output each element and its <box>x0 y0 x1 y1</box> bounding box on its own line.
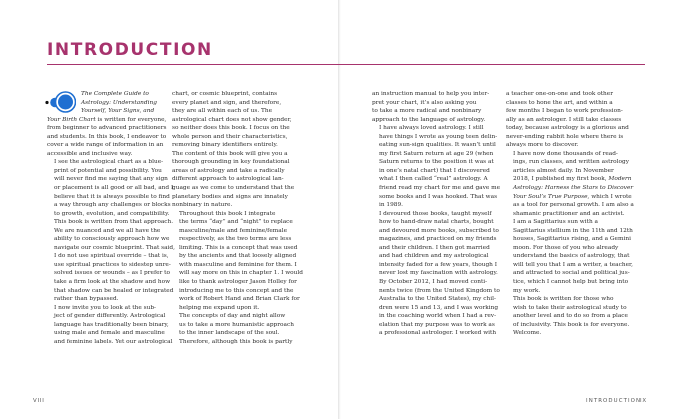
text-line: I see the astrological chart as a blue- <box>54 159 164 166</box>
text-line: By October 2012, I had moved conti- <box>379 279 488 286</box>
text-line: 2018, I published my first book, Modern <box>513 176 632 183</box>
text-line: I devoured those books, taught myself <box>379 210 492 217</box>
text-line: to growth, evolution, and compatibility. <box>54 210 170 217</box>
text-line: accessible and inclusive way. <box>47 150 133 157</box>
text-line: like to thank astrologer Jason Holley for <box>179 279 297 286</box>
paragraph <box>372 124 501 209</box>
text-line: ject of gender differently. Astrological <box>54 313 166 320</box>
paragraph <box>372 90 496 124</box>
text-column-3 <box>372 90 501 338</box>
text-line: I have now done thousands of read- <box>513 150 618 157</box>
page-number-left: VIII <box>33 398 45 404</box>
text-line: my first Saturn return at age 29 (when <box>379 150 494 157</box>
text-line: The content of this book will give you a <box>172 150 288 157</box>
text-line: and feminine labels. Yet our astrological <box>54 338 173 345</box>
paragraph <box>372 278 500 338</box>
text-column-2 <box>172 90 303 346</box>
paragraph <box>47 304 173 347</box>
text-line: never lost my fascination with astrology. <box>379 270 498 277</box>
text-line: what I then called “real” astrology. A <box>379 176 488 183</box>
text-line: We are nuanced and we all have the <box>54 227 161 234</box>
paragraph <box>47 158 175 303</box>
paragraph <box>372 210 499 278</box>
text-line: or placement is all good or all bad, and I <box>54 185 174 192</box>
text-line: use spiritual practices to sidestep unre- <box>54 261 171 268</box>
text-line: how to hand-draw natal charts, bought <box>379 219 494 226</box>
text-line: will tell you that I am a writer, a teacher, <box>513 261 634 268</box>
text-line: This book is written from that approach. <box>54 219 174 226</box>
text-line: of inclusivity. This book is for everyone. <box>513 321 630 328</box>
text-line: nents twice (from the United Kingdom to <box>379 287 500 294</box>
text-line: Your Birth Chart is written for everyone, <box>47 116 167 123</box>
text-line: articles almost daily. In November <box>513 167 614 174</box>
text-line: wish to take their astrological study to <box>513 304 627 311</box>
text-line: navigate our cosmic blueprint. That said, <box>54 244 175 251</box>
text-line: and attracted to social and political jus- <box>513 270 630 277</box>
text-line: never-ending rabbit hole where there is <box>506 133 624 140</box>
text-line: and had children and my astrological <box>379 253 489 260</box>
text-line: as a tool for personal growth. I am also a <box>513 202 634 209</box>
title-rule <box>47 64 645 65</box>
text-line: introducing me to this concept and the <box>179 287 294 294</box>
text-line: with masculine and feminine for them. I <box>179 261 297 268</box>
paragraph <box>506 90 634 150</box>
text-line: every planet and sign, and therefore, <box>172 99 282 106</box>
text-line: some books and I was hooked. That was <box>379 193 498 200</box>
text-line: chart, or cosmic blueprint, contains <box>172 91 278 97</box>
text-line: understand the basics of astrology, that <box>513 253 630 260</box>
text-line: from beginner to advanced practitioners <box>47 125 167 132</box>
text-line: in the coaching world when I had a rev- <box>379 313 497 320</box>
text-line: magazines, and practiced on my friends <box>379 236 497 243</box>
text-line: planetary bodies and signs are innately <box>172 193 288 200</box>
text-line: I now invite you to look at the sub- <box>54 304 157 311</box>
text-line: and their children. I then got married <box>379 244 490 251</box>
text-line: Your Soul’s True Purpose, which I wrote <box>513 193 632 200</box>
text-line: respectively, as the two terms are less <box>179 236 292 243</box>
page-number-right: IX <box>640 398 647 404</box>
text-line: Astrology: Understanding <box>81 99 157 106</box>
paragraph <box>506 295 634 338</box>
text-line: have things I wrote as young teen delin- <box>379 133 498 140</box>
text-line: Therefore, although this book is partly <box>179 338 293 345</box>
text-line: Sagittarius stellium in the 11th and 12th <box>513 227 633 234</box>
text-column-4 <box>506 90 634 338</box>
text-line: in 1989. <box>379 202 404 209</box>
chapter-title: INTRODUCTION <box>47 40 213 60</box>
text-line: so neither does this book. I focus on the <box>172 125 290 132</box>
text-line: pret your chart, it’s also asking you <box>372 99 477 106</box>
text-line: today, because astrology is a glorious and <box>506 125 629 132</box>
paragraph <box>506 150 634 218</box>
text-line: elation that my purpose was to work as <box>379 321 495 328</box>
text-line: guage as we come to understand that the <box>172 185 295 192</box>
text-line: Australia to the United States), my chil- <box>379 296 496 303</box>
text-line: intensity faded for a few years, though I <box>379 261 498 268</box>
text-line: masculine/male and feminine/female <box>179 227 288 234</box>
text-line: my work. <box>513 287 541 294</box>
text-line: areas of astrology and take a radically <box>172 167 285 174</box>
text-line: different approach to astrological lan- <box>172 176 284 183</box>
text-line: friend read my chart for me and gave me <box>379 185 501 192</box>
text-line: houses, Sagittarius rising, and a Gemini <box>513 236 631 243</box>
text-line: using male and female and masculine <box>54 330 165 337</box>
page-gutter <box>338 0 341 419</box>
paragraph <box>172 90 296 210</box>
text-line: I am a Sagittarius sun with a <box>513 219 598 226</box>
paragraph <box>47 90 165 158</box>
text-line: classes to hone the art, and within a <box>506 99 613 106</box>
text-line: shamanic practitioner and an activist. <box>513 210 625 217</box>
text-line: limiting. This is a concept that was used <box>179 244 298 251</box>
text-line: ings, run classes, and written astrology <box>513 159 629 166</box>
text-line: tice, which I cannot help but bring into <box>513 279 629 286</box>
text-line: another level and to do so from a place <box>513 313 628 320</box>
text-line: a professional astrologer. I worked with <box>379 330 497 337</box>
text-line: Saturn returns to the position it was at <box>379 159 494 166</box>
text-line: eating sun-sign qualities. It wasn’t until <box>379 142 496 149</box>
italic-title: Modern <box>608 176 632 183</box>
text-line: whole person and their characteristics, <box>172 133 288 140</box>
text-column-1 <box>47 90 175 346</box>
text-line: in one’s natal chart) that I discovered <box>379 167 490 174</box>
text-line: ability to consciously approach how we <box>54 236 170 243</box>
text-line: us to take a more humanistic approach <box>179 321 294 328</box>
text-line: approach to the language of astrology. <box>372 116 486 123</box>
text-line: This book is written for those who <box>513 296 614 303</box>
text-line: I do not use spiritual override – that is, <box>54 253 169 260</box>
text-line: an instruction manual to help you inter- <box>372 91 490 97</box>
italic-title: Your Soul’s True Purpose, <box>513 193 590 200</box>
text-line: Throughout this book I integrate <box>179 210 276 217</box>
text-line: cover a wide range of information in an <box>47 142 164 149</box>
text-line: astrological chart does not show gender, <box>172 116 292 123</box>
paragraph <box>172 210 303 313</box>
text-line: dren were 15 and 13, and I was working <box>379 304 499 311</box>
text-line: a way through any challenges or blocks <box>54 202 171 209</box>
text-line: I have always loved astrology. I still <box>379 125 484 132</box>
text-line: will never find me saying that any sign <box>54 176 168 183</box>
text-line: moon. For those of you who already <box>513 244 619 251</box>
text-line: the terms “day” and “night” to replace <box>179 219 293 226</box>
text-line: that shadow can be healed or integrated <box>54 287 174 294</box>
text-line: rather than bypassed. <box>54 296 119 303</box>
text-line: take a firm look at the shadow and how <box>54 279 171 286</box>
text-line: solved issues or wounds – as I prefer to <box>54 270 170 277</box>
text-line: removing binary identifiers entirely. <box>172 142 278 149</box>
text-line: will say more on this in chapter 1. I would <box>179 270 303 277</box>
text-line: work of Robert Hand and Brian Clark for <box>179 296 300 303</box>
text-line: print of potential and possibility. You <box>54 167 162 174</box>
text-line: always more to discover. <box>506 142 579 149</box>
text-line: Yourself, Your Signs, and <box>81 108 155 115</box>
text-line: a teacher one-on-one and took other <box>506 91 613 97</box>
text-line: helping me expand upon it. <box>179 304 260 311</box>
text-line: few months I began to work profession- <box>506 108 623 115</box>
paragraph <box>172 312 296 346</box>
running-footer: INTRODUCTION <box>586 398 642 404</box>
text-line: Welcome. <box>513 330 542 337</box>
text-line: they are all within each of us. The <box>172 108 273 115</box>
text-line: language has traditionally been binary, <box>54 321 169 328</box>
text-line: to take a more radical and nonbinary <box>372 108 482 115</box>
text-line: and devoured more books, subscribed to <box>379 227 499 234</box>
text-line: The Complete Guide to <box>81 91 149 97</box>
text-line: The concepts of day and night allow <box>179 313 286 320</box>
text-line: nonbinary in nature. <box>172 202 233 209</box>
text-line: to the inner landscape of the soul. <box>179 330 280 337</box>
text-line: and students. In this book, I endeavor to <box>47 133 167 140</box>
paragraph <box>506 218 634 295</box>
text-line: thorough grounding in key foundational <box>172 159 290 166</box>
italic-title: Your Birth Chart <box>47 116 96 123</box>
text-line: believe that it is always possible to find <box>54 193 170 200</box>
text-line: ally as an astrologer. I still take classes <box>506 116 622 123</box>
text-line: by the ancients and that loosely aligned <box>179 253 297 260</box>
text-line: Astrology: Harness the Stars to Discover <box>513 185 634 192</box>
